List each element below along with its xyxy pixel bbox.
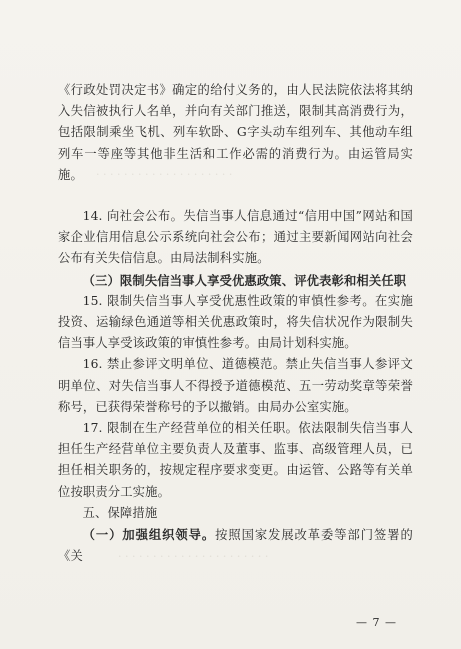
paragraph-item-16: 16. 禁止参评文明单位、道德模范。禁止失信当事人参评文明单位、对失信当事人不得授予道德模范、五一劳动奖章等荣誉称号，已获得荣誉称号的予以撤销。由局办公室实施。 (58, 357, 413, 414)
bleed-through-text: · · · · · · · · · · · · · · · · · · · · · · (118, 550, 269, 563)
page-number: — 7 — (356, 616, 397, 629)
paragraph-continuation: 《行政处罚决定书》确定的给付义务的，由人民法院依法将其纳入失信被执行人名单，并向有关部门推送，限制其高消费行为，包括限制乘坐飞机、列车软卧、G字头动车组列车、其他动车组列车一等座等其他非生活和工作必需的消费行为。由运管局实施。 (58, 83, 413, 182)
paragraph-item-14: 14. 向社会公布。失信当事人信息通过“信用中国”网站和国家企业信用信息公示系统向社会公布；通过主要新闻网站向社会公布有关失信信息。由局法制科实施。 (58, 209, 413, 266)
subsection-heading: （三）限制失信当事人享受优惠政策、评优表彰和相关任职 (82, 272, 407, 288)
paragraph-text: 按照国家发展改革委等部门签署的《关 (58, 528, 413, 564)
paragraph-item-15: 15. 限制失信当事人享受优惠性政策的审慎性参考。在实施投资、运输绿色通道等相关优惠政策时，将失信状况作为限制失信当事人享受该政策的审慎性参考。由局计划科实施。 (58, 293, 413, 351)
paragraph-item-17: 17. 限制在生产经营单位的相关任职。依法限制失信当事人担任生产经营单位主要负责人及董事、监事、高级管理人员，已担任相关职务的，按规定程序要求变更。由运管、公路等有关单位按职责分工实施。 (58, 421, 413, 499)
paragraph-organization (58, 524, 413, 567)
section-heading: 五、保障措施 (82, 505, 158, 520)
paragraph-lead: （一）加强组织领导。 (82, 527, 216, 543)
document-body (58, 80, 413, 567)
bleed-through-text: · · · · · · · · · · · · · · · · · · · · (96, 168, 233, 181)
